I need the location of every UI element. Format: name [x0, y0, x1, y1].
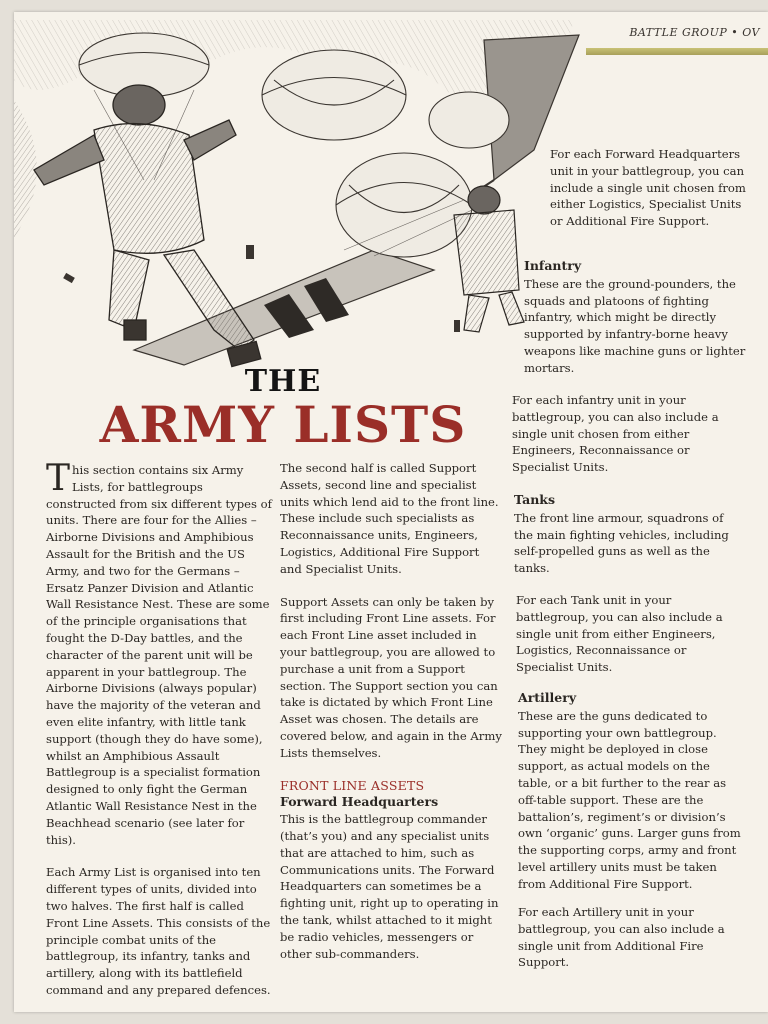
- army-list-organisation-paragraph: Each Army List is organised into ten different types of units, divided into two halves. The first half is called Front Line Assets. This consists of the principle combat units of the battlegroup, its infantry, tanks and artillery, along with its battlefield command and any prepared defences.: [46, 865, 271, 997]
- book-page: [14, 12, 768, 1012]
- support-rules-paragraph: Support Assets can only be taken by first including Front Line assets. For each Front Line asset included in your battlegroup, you are allowed to purchase a unit from a Support section. The Support section you can take is dictated by which Front Line Asset was chosen. The details are covered below, and again in the Army Lists themselves.: [280, 594, 502, 760]
- title-the: THE: [244, 364, 322, 399]
- drop-cap: T: [46, 458, 71, 499]
- page-title: [48, 364, 518, 454]
- support-assets-paragraph: The second half is called Support Assets, second line and specialist units which lend aid to the front line. These include such specialists as Reconnaissance units, Engineers, Logistics, Additional Fire Support and Specialist Units.: [280, 461, 499, 576]
- forward-hq-text: This is the battlegroup commander (that’s you) and any specialist units that are attached to him, such as Communications units. The Forward Headquarters can sometimes be a fighting unit, right up to operating in the tank, whilst attached to it might be radio vehicles, messengers or other sub-commanders.: [280, 812, 499, 961]
- intro-paragraph: This section contains six Army Lists, for battlegroups constructed from six different types of units. There are four for the Allies – Airborne Divisions and Amphibious Assault for the British and the US Army, and two for the Germans – Ersatz Panzer Division and Atlantic Wall Resistance Nest. These are some of the principle organisations that fought the D-Day battles, and the character of the parent unit will be apparent in your battlegroup. The Airborne Divisions (always popular) have the majority of the veteran and even elite infantry, with little tank support (though they do have some), whilst an Amphibious Assault Battlegroup is a specialist formation designed to only fight the German Atlantic Wall Resistance Nest in the Beachhead scenario (see later for this).: [46, 458, 272, 847]
- front-line-assets-heading: FRONT LINE ASSETS: [280, 777, 425, 793]
- tanks-heading: Tanks: [514, 492, 555, 507]
- paratrooper-illustration: [14, 20, 584, 370]
- header-rule: [586, 48, 768, 55]
- artillery-section: [518, 690, 746, 893]
- artillery-heading: Artillery: [518, 690, 577, 705]
- middle-column: [280, 460, 502, 978]
- infantry-section: [524, 258, 750, 377]
- tanks-section: [514, 492, 742, 577]
- running-header: BATTLE GROUP • OV: [629, 26, 760, 39]
- infantry-text: These are the ground-pounders, the squads and platoons of fighting infantry, which might be directly supported by infantry-borne heavy weapons like machine guns or lighter mortars.: [524, 276, 746, 375]
- forward-hq-rule: For each Forward Headquarters unit in your battlegroup, you can include a single unit chosen from either Logistics, Specialist Units or Additional Fire Support.: [550, 147, 746, 229]
- left-column: [46, 458, 274, 1015]
- tanks-rule: For each Tank unit in your battlegroup, you can also include a single unit from either Engineers, Logistics, Reconnaissance or Specialist Units.: [516, 593, 723, 675]
- artillery-rule: For each Artillery unit in your battlegroup, you can also include a single unit from Additional Fire Support.: [518, 905, 725, 970]
- infantry-rule: For each infantry unit in your battlegroup, you can also include a single unit chosen from either Engineers, Reconnaissance or Specialist Units.: [512, 393, 719, 475]
- title-army-lists: ARMY LISTS: [99, 395, 467, 454]
- forward-hq-heading: Forward Headquarters: [280, 794, 439, 810]
- infantry-heading: Infantry: [524, 258, 582, 273]
- tanks-text: The front line armour, squadrons of the main fighting vehicles, including self-propelled guns as well as the tanks.: [514, 510, 729, 576]
- artillery-text: These are the guns dedicated to supporting your own battlegroup. They might be deployed in close support, as actual models on the table, or a bit further to the rear as off-table support. These are the battalion’s, regiment’s or division’s own ‘organic’ guns. Larger guns from the supporting corps, army and front level artillery units must be taken from Additional Fire Support.: [518, 708, 741, 891]
